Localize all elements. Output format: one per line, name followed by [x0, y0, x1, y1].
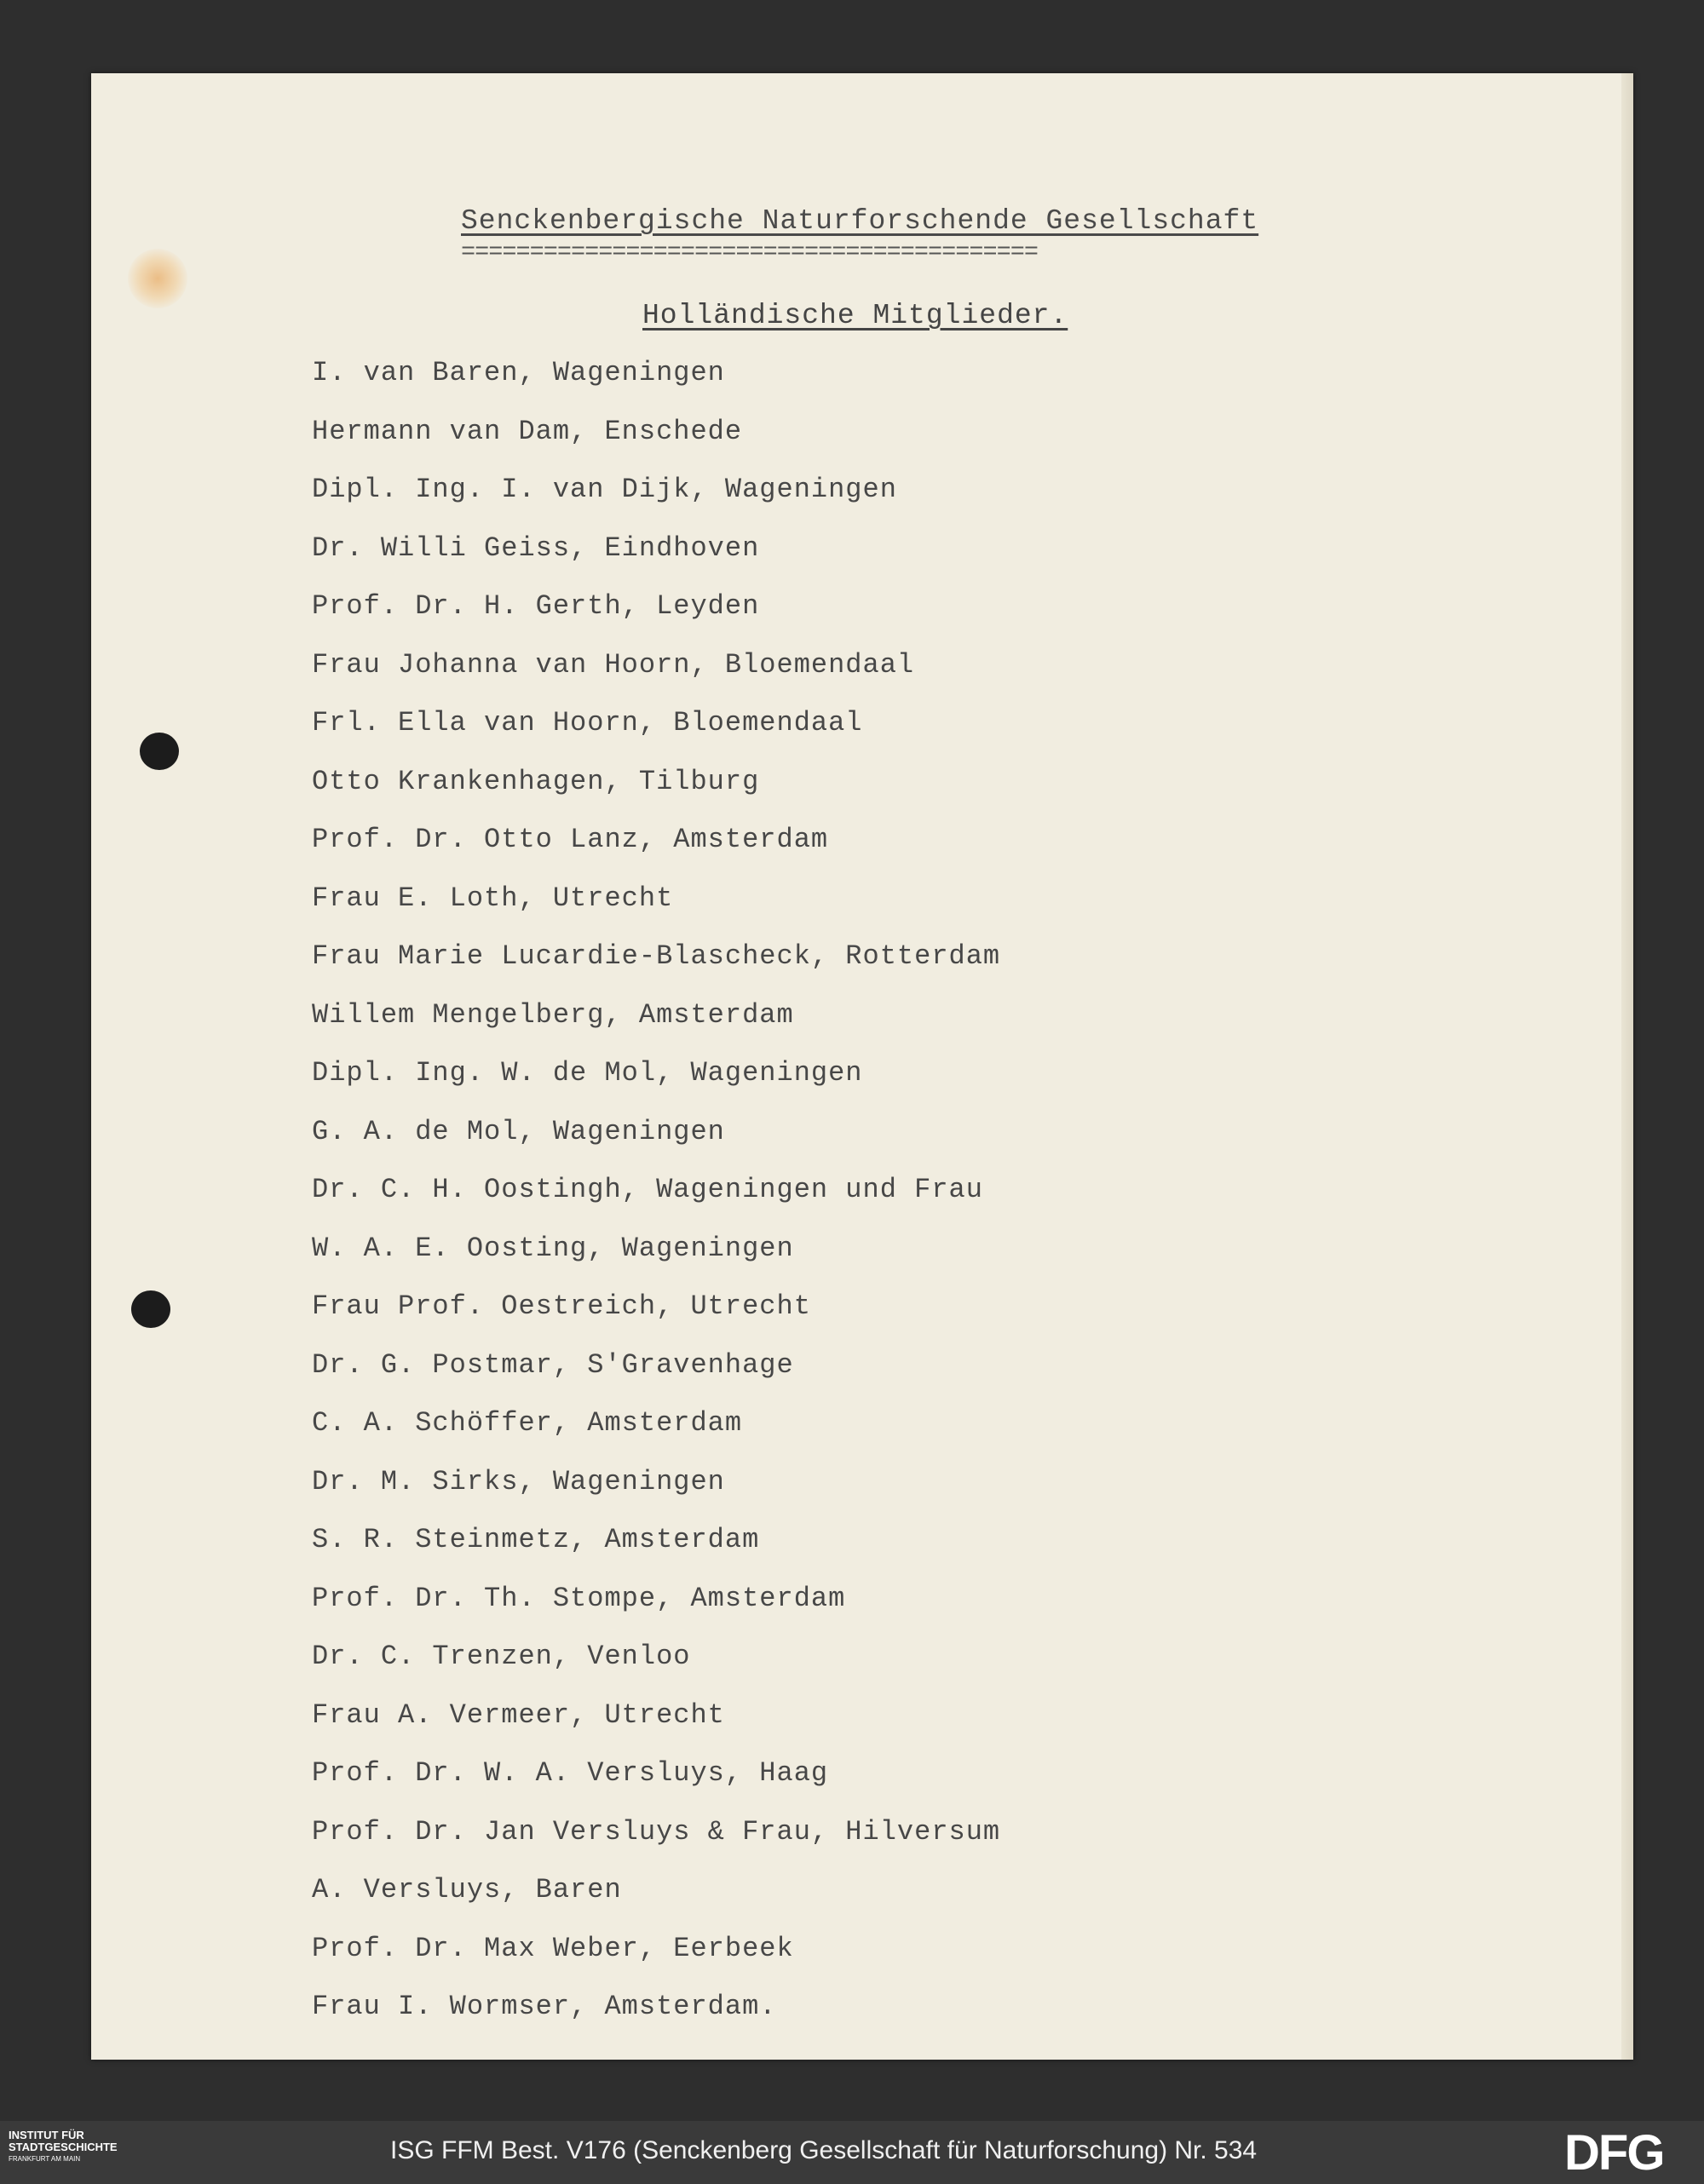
member-entry: A. Versluys, Baren	[312, 1874, 622, 1905]
member-entry: Dipl. Ing. I. van Dijk, Wageningen	[312, 474, 897, 505]
member-entry: Frau E. Loth, Utrecht	[312, 882, 674, 914]
rust-stain	[128, 249, 187, 308]
page-edge	[1621, 73, 1633, 2060]
member-entry: Otto Krankenhagen, Tilburg	[312, 765, 760, 797]
document-heading: Senckenbergische Naturforschende Gesellschaft	[461, 205, 1259, 237]
institution-logo-line: INSTITUT FÜR	[9, 2129, 84, 2141]
institution-logo-line: FRANKFURT AM MAIN	[9, 2155, 81, 2163]
member-entry: Prof. Dr. H. Gerth, Leyden	[312, 590, 760, 622]
member-entry: Prof. Dr. Max Weber, Eerbeek	[312, 1932, 794, 1964]
archive-reference-title: ISG FFM Best. V176 (Senckenberg Gesellschaft für Naturforschung) Nr. 534	[390, 2136, 1258, 2164]
punch-hole-upper	[140, 733, 179, 770]
member-entry: Hermann van Dam, Enschede	[312, 415, 743, 447]
archive-footer-bar	[0, 2121, 1704, 2184]
member-entry: Dr. C. Trenzen, Venloo	[312, 1641, 691, 1672]
institution-logo-line: STADTGESCHICHTE	[9, 2141, 118, 2153]
member-entry: Prof. Dr. Th. Stompe, Amsterdam	[312, 1582, 846, 1614]
member-entry: Frau A. Vermeer, Utrecht	[312, 1698, 725, 1731]
member-entry: Dr. C. H. Oostingh, Wageningen und Frau	[312, 1174, 983, 1205]
member-entry: Dr. G. Postmar, S'Gravenhage	[312, 1348, 794, 1381]
member-entry: Frau Marie Lucardie-Blascheck, Rotterdam	[312, 940, 1001, 972]
institution-logo	[9, 2129, 170, 2165]
member-entry: Frau I. Wormser, Amsterdam.	[312, 1991, 777, 2022]
member-entry: Frau Prof. Oestreich, Utrecht	[312, 1290, 811, 1322]
document-subheading: Holländische Mitglieder.	[642, 300, 1068, 331]
member-entry: S. R. Steinmetz, Amsterdam	[312, 1524, 760, 1555]
member-list	[312, 351, 1000, 2043]
heading-double-rule: ==========================================	[461, 239, 1038, 266]
member-entry: Prof. Dr. W. A. Versluys, Haag	[312, 1757, 829, 1789]
member-entry: C. A. Schöffer, Amsterdam	[312, 1407, 743, 1439]
punch-hole-lower	[131, 1290, 170, 1328]
member-entry: Prof. Dr. Otto Lanz, Amsterdam	[312, 824, 829, 855]
dfg-logo: DFG	[1564, 2125, 1664, 2181]
member-entry: G. A. de Mol, Wageningen	[312, 1115, 725, 1147]
member-entry: Dr. Willi Geiss, Eindhoven	[312, 532, 760, 564]
member-entry: W. A. E. Oosting, Wageningen	[312, 1232, 794, 1264]
member-entry: I. van Baren, Wageningen	[312, 357, 725, 388]
member-entry: Frau Johanna van Hoorn, Bloemendaal	[312, 648, 915, 681]
member-entry: Frl. Ella van Hoorn, Bloemendaal	[312, 707, 863, 739]
member-entry: Prof. Dr. Jan Versluys & Frau, Hilversum	[312, 1815, 1001, 1848]
member-entry: Willem Mengelberg, Amsterdam	[312, 998, 794, 1031]
member-entry: Dipl. Ing. W. de Mol, Wageningen	[312, 1057, 863, 1089]
member-entry: Dr. M. Sirks, Wageningen	[312, 1465, 725, 1497]
